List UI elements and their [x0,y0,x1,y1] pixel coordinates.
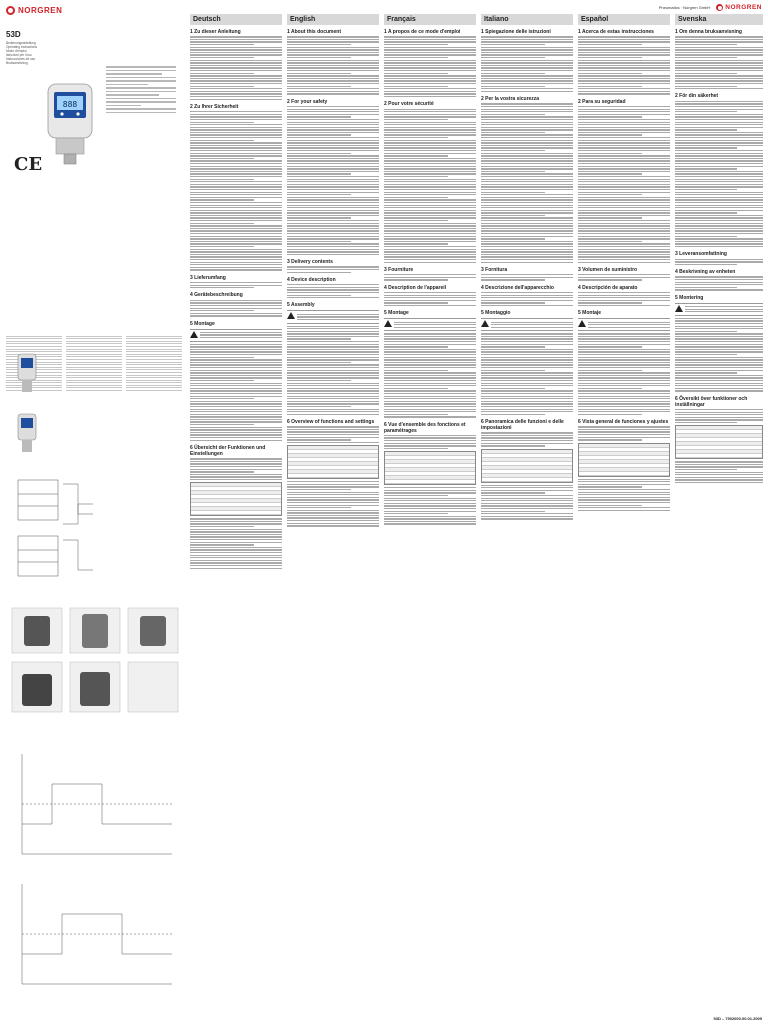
section-title: 3 Fourniture [384,266,414,273]
section-title: 2 For your safety [287,98,328,105]
document-subtitle [6,41,66,65]
section-title: 4 Description de l'appareil [384,284,447,291]
section-title: 3 Leveransomfattning [675,251,727,258]
section-title: 3 Fornitura [481,266,508,273]
section-title: 3 Volumen de suministro [578,266,638,273]
section-title: 4 Gerätebeschreibung [190,292,243,299]
section-title: 5 Montering [675,294,704,301]
norgren-logo [6,4,186,16]
section-title: 2 Pour votre sécurité [384,101,434,108]
section-title: 2 Para su seguridad [578,98,626,105]
warning-note [675,303,763,316]
section-title: 4 Descripción de aparato [578,284,638,291]
language-column-sv [675,14,763,1014]
language-heading: Italiano [481,14,573,25]
section-title: 2 För din säkerhet [675,93,719,100]
language-heading: Français [384,14,476,25]
settings-table [481,449,573,483]
svg-text:888: 888 [62,100,78,109]
mounting-figures [8,604,184,724]
warning-note [481,318,573,331]
language-column-it [481,14,573,1014]
wiring-diagrams [8,474,184,594]
subtitle-line: Istruzioni per l'uso [6,53,32,57]
language-column-es [578,14,670,1014]
language-column-de [190,14,282,1014]
settings-table [578,443,670,477]
subtitle-line: Bedienungsanleitung [6,41,36,45]
language-column-en [287,14,379,1014]
language-heading: Deutsch [190,14,282,25]
device-figure-front [12,344,42,464]
subtitle-line: Bruksanvisning [6,61,28,65]
timing-diagrams [12,744,182,1004]
section-title: 4 Device description [287,276,336,283]
header-publisher: Pneumatics · Norgren GmbH [658,5,711,10]
language-heading: Español [578,14,670,25]
section-title: 5 Assembly [287,302,315,309]
section-title: 5 Montaje [578,310,602,317]
section-title: 3 Delivery contents [287,259,333,266]
warning-icon [481,320,489,327]
section-title: 6 Vista general de funciones y ajustes [578,419,669,425]
section-title: 1 A propos de ce mode d'emploi [384,29,461,35]
subtitle-line: Mode d'emploi [6,49,27,53]
section-title: 1 Om denna bruksanvisning [675,29,742,35]
language-heading: English [287,14,379,25]
warning-note [287,310,379,323]
settings-table [675,425,763,459]
section-title: 6 Overview of functions and settings [287,419,375,425]
section-title: 4 Descrizione dell'apparecchio [481,284,554,291]
ce-mark-icon: CE [14,154,43,175]
section-title: 6 Översikt över funktioner och inställningar [675,395,748,408]
warning-icon [287,312,295,319]
left-info-block [106,64,176,115]
norgren-logo-icon [6,6,15,15]
document-model: 53D [6,30,21,39]
section-title: 6 Vue d'ensemble des fonctions et paramétrages [384,421,466,434]
warning-icon [190,331,198,338]
warning-icon [384,320,392,327]
section-title: 5 Montage [190,320,215,327]
warning-note [190,329,282,342]
left-column [6,4,186,1016]
subtitle-line: Operating instructions [6,45,38,49]
language-column-fr [384,14,476,1014]
header-bar [188,3,762,12]
section-title: 1 About this document [287,29,341,35]
warning-note [384,318,476,331]
section-title: 6 Panoramica delle funzioni e delle impostazioni [481,419,564,431]
settings-table [190,482,282,516]
norgren-logo-icon [716,4,723,11]
settings-table [287,445,379,479]
brand-name: NORGREN [725,4,762,11]
pressure-switch-illustration [42,80,98,168]
section-title: 1 Acerca de estas instrucciones [578,29,654,35]
subtitle-line: Instrucciones de uso [6,57,36,61]
section-title: 3 Lieferumfang [190,274,226,281]
warning-note [578,318,670,331]
brand-name: NORGREN [18,5,63,15]
section-title: 1 Zu dieser Anleitung [190,29,241,35]
section-title: 6 Übersicht der Funktionen und Einstellungen [190,444,266,457]
section-title: 5 Montaggio [481,310,511,317]
section-title: 1 Spiegazione delle istruzioni [481,29,551,35]
warning-icon [578,320,586,327]
norgren-logo-header [716,2,762,14]
settings-table [384,451,476,485]
section-title: 4 Beskrivning av enheten [675,269,736,276]
document-reference: 53D – 7502000.00.01.2009 [713,1016,762,1021]
section-title: 2 Per la vostra sicurezza [481,96,540,103]
language-heading: Svenska [675,14,763,25]
warning-icon [675,305,683,312]
section-title: 5 Montage [384,310,409,317]
mounting-illustrations [8,604,184,724]
section-title: 2 Zu Ihrer Sicherheit [190,103,239,110]
